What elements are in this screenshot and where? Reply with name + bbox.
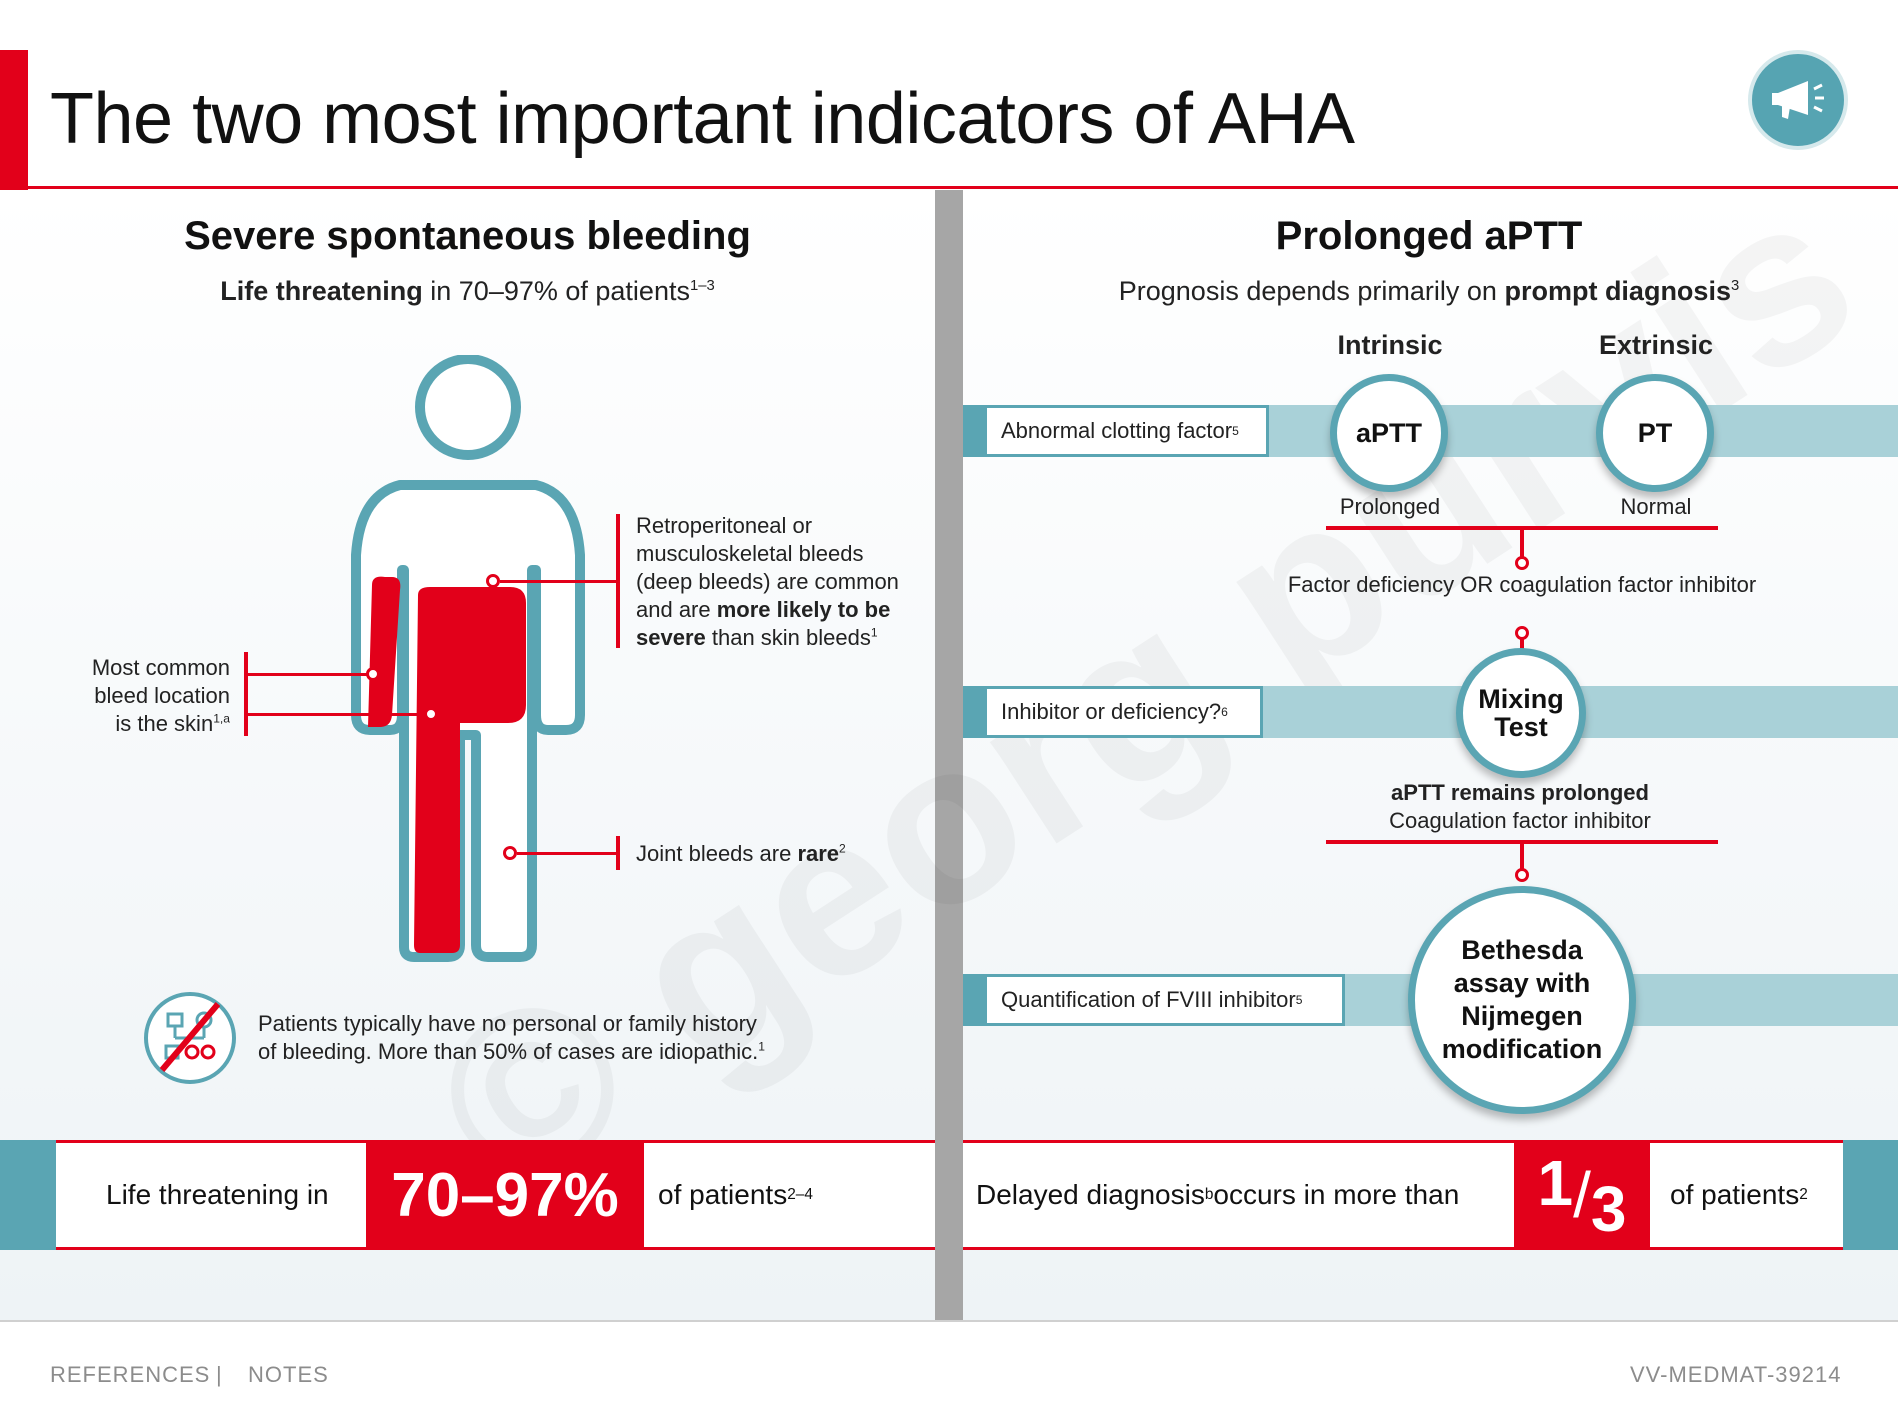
left-subtitle-rest: in 70–97% of patients — [422, 276, 690, 306]
panel-divider — [935, 190, 963, 1320]
joint-callout — [636, 840, 846, 868]
band-text: Inhibitor or deficiency? — [1001, 699, 1222, 724]
megaphone-button[interactable] — [1748, 50, 1848, 150]
band-text: Abnormal clotting factor — [1001, 418, 1233, 443]
fraction-denominator: 3 — [1590, 1173, 1627, 1245]
callout-ref: 1 — [870, 625, 878, 640]
callout-text: is the skin — [115, 711, 214, 736]
stat-pre-text: Delayed diagnosis — [976, 1179, 1205, 1210]
right-stat-post: of patients 2 — [1670, 1179, 1808, 1210]
callout-line: Most common — [91, 655, 230, 680]
callout-line — [636, 624, 899, 652]
title-accent-bar — [0, 50, 28, 190]
skin-connector-1 — [248, 673, 368, 676]
deep-bleed-connector — [500, 580, 618, 583]
left-subtitle-ref: 1–3 — [689, 278, 715, 294]
connector-dot — [1515, 868, 1529, 882]
joint-marker — [503, 846, 517, 860]
stat-post-text: of patients — [658, 1179, 788, 1210]
circle-text: Bethesda — [1461, 935, 1583, 965]
callout-line: musculoskeletal bleeds — [636, 541, 864, 566]
history-line: Patients typically have no personal or family history — [258, 1011, 757, 1036]
callout-ref: 1,a — [213, 711, 230, 726]
band1-label: Abnormal clotting factor 5 — [987, 405, 1269, 457]
fraction-numerator: 1 — [1537, 1147, 1574, 1219]
connector-dot — [1515, 556, 1529, 570]
mixing-result: Coagulation factor inhibitor — [1389, 808, 1651, 833]
factor-line: Factor deficiency OR coagulation factor inhibitor — [1287, 572, 1757, 597]
right-heading: Prolonged aPTT — [1275, 214, 1583, 258]
right-subtitle — [960, 276, 1898, 307]
skin-callout — [40, 654, 230, 738]
callout-bold: more likely to be — [716, 597, 891, 622]
circle-text: assay with — [1453, 968, 1591, 998]
callout-bold: rare — [797, 841, 840, 866]
circle-text: Nijmegen — [1461, 1001, 1583, 1031]
footer-rule — [0, 1320, 1898, 1322]
title-rule — [0, 186, 1898, 189]
right-subtitle-bold: prompt diagnosis — [1504, 276, 1731, 306]
right-stat-value — [1514, 1140, 1650, 1250]
skin-marker-1 — [366, 667, 380, 681]
fraction-slash: / — [1573, 1159, 1591, 1231]
circle-text: Test — [1494, 712, 1548, 742]
band-text: Quantification of FVIII inhibitor — [1001, 987, 1296, 1012]
right-stat-pre: Delayed diagnosis b occurs in more than — [976, 1179, 1460, 1210]
footer-separator: | — [216, 1362, 223, 1387]
joint-bracket — [616, 836, 620, 870]
callout-line: Retroperitoneal or — [636, 513, 813, 538]
callout-line — [636, 596, 899, 624]
history-ref: 1 — [758, 1039, 765, 1054]
callout-line — [40, 710, 230, 738]
circle-text: Mixing — [1478, 684, 1564, 714]
circle-text: modification — [1441, 1034, 1603, 1064]
callout-line: (deep bleeds) are common — [636, 569, 899, 594]
extrinsic-label: Extrinsic — [1598, 330, 1714, 360]
family-history-text — [258, 1010, 765, 1066]
deep-bleed-bracket — [616, 514, 620, 648]
band2-label: Inhibitor or deficiency? 6 — [987, 686, 1263, 738]
left-stat-post: of patients 2–4 — [658, 1179, 813, 1210]
band2-cap — [963, 686, 987, 738]
left-stat-value: 70–97% — [366, 1140, 644, 1250]
megaphone-icon — [1768, 75, 1828, 125]
deep-bleed-callout — [636, 512, 899, 652]
mixing-test-circle — [1456, 648, 1586, 778]
skin-marker-2 — [424, 707, 438, 721]
callout-line: bleed location — [94, 683, 230, 708]
stat-post-text: of patients — [1670, 1179, 1800, 1210]
left-subtitle — [0, 276, 935, 307]
aptt-circle: aPTT — [1330, 374, 1448, 492]
stat-pre-text: occurs in more than — [1213, 1179, 1460, 1210]
history-text: of bleeding. More than 50% of cases are idiopathic. — [258, 1039, 759, 1064]
right-subtitle-rest: Prognosis depends primarily on — [1118, 276, 1505, 306]
left-subtitle-bold: Life threatening — [220, 276, 423, 306]
left-stat-cap — [0, 1140, 56, 1250]
mixing-result-bold: aPTT remains prolonged — [1391, 780, 1649, 805]
band1-cap — [963, 405, 987, 457]
skin-bracket — [244, 652, 248, 736]
right-subtitle-ref: 3 — [1730, 278, 1740, 294]
no-family-history-icon — [142, 990, 238, 1086]
bethesda-circle — [1408, 886, 1636, 1114]
callout-ref: 2 — [839, 841, 846, 856]
left-heading: Severe spontaneous bleeding — [184, 214, 751, 258]
intrinsic-label: Intrinsic — [1337, 330, 1443, 360]
pt-circle: PT — [1596, 374, 1714, 492]
body-figure-icon — [330, 355, 610, 965]
band3-label: Quantification of FVIII inhibitor 5 — [987, 974, 1345, 1026]
page-title: The two most important indicators of AHA — [50, 79, 1355, 159]
callout-bold: severe — [636, 625, 706, 650]
callout-text: than skin bleeds — [705, 625, 871, 650]
notes-link[interactable]: NOTES — [248, 1362, 329, 1387]
skin-connector-2 — [248, 713, 426, 716]
aptt-result: Prolonged — [1339, 494, 1441, 519]
pt-result: Normal — [1620, 494, 1692, 519]
callout-text: Joint bleeds are — [636, 841, 798, 866]
callout-text: and are — [636, 597, 717, 622]
left-stat-pre: Life threatening in — [106, 1179, 329, 1210]
references-link[interactable]: REFERENCES — [50, 1362, 211, 1387]
deep-bleed-marker — [486, 574, 500, 588]
band3-cap — [963, 974, 987, 1026]
document-code: VV-MEDMAT-39214 — [1630, 1362, 1842, 1387]
joint-connector — [517, 852, 618, 855]
history-line — [258, 1038, 765, 1066]
right-stat-cap — [1843, 1140, 1898, 1250]
